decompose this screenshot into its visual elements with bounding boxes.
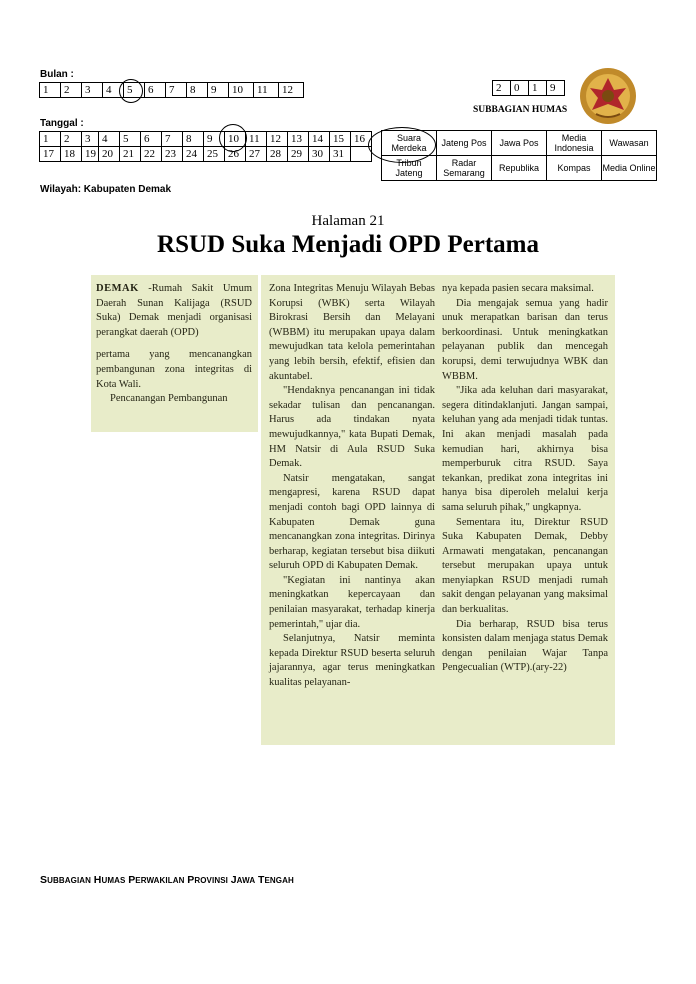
tanggal-cell: 22 (141, 147, 162, 162)
lead-text: -Rumah Sakit Umum Daerah Sunan Kalijaga (RSUD Suka) Demak menjadi organisasi perangkat daerah (OPD) (96, 283, 252, 338)
tanggal-cell: 26 (225, 147, 246, 162)
tanggal-cell: 25 (204, 147, 225, 162)
article-column-3 (442, 282, 608, 676)
tanggal-cell: 31 (330, 147, 351, 162)
tanggal-cell: 13 (288, 132, 309, 147)
column-1-paragraph: pertama yang mencanangkan pembangunan zona integritas di Kota Wali. (96, 349, 252, 390)
bulan-cell: 8 (187, 83, 208, 98)
tanggal-cell: 27 (246, 147, 267, 162)
media-cell: Republika (492, 156, 547, 181)
year-digit-cell: 0 (511, 81, 529, 96)
bulan-cell: 6 (145, 83, 166, 98)
tanggal-cell: 5 (120, 132, 141, 147)
media-cell: Media Indonesia (547, 131, 602, 156)
page-number: Halaman 21 (311, 213, 385, 229)
media-cell: Media Online (602, 156, 657, 181)
tanggal-cell: 14 (309, 132, 330, 147)
tanggal-cell: 20 (99, 147, 120, 162)
tanggal-cell: 29 (288, 147, 309, 162)
column-2-paragraph: Selanjutnya, Natsir meminta kepada Direktur RSUD beserta seluruh jajarannya, agar terus meningkatkan kualitas pelayanan- (269, 633, 435, 689)
selected-date-circle (219, 124, 247, 152)
tanggal-cell: 3 (82, 132, 99, 147)
tanggal-cell: 23 (162, 147, 183, 162)
tanggal-cell: 21 (120, 147, 141, 162)
media-cell: Suara Merdeka (382, 131, 437, 156)
bulan-cell: 4 (103, 83, 124, 98)
bulan-cell: 3 (82, 83, 103, 98)
column-2-paragraph: Natsir mengatakan, sangat mengapresi, karena RSUD dapat menjadi contoh bagi OPD lainnya di Kabupaten Demak guna mencanangkan zona integritas. Dirinya berharap, kegiatan tersebut bisa diikuti seluruh OPD di Kabupaten Demak. (269, 472, 435, 572)
year-digit-cell: 1 (529, 81, 547, 96)
bulan-cell: 5 (124, 83, 145, 98)
column-2-paragraph: Zona Integritas Menuju Wilayah Bebas Korupsi (WBK) serta Wilayah Birokrasi Bersih dan Melayani (WBBM) itu merupakan upaya dalam mewujudkan tata kelola pemerintahan yang lebih bersih, efektif, efisien dan akuntabel. (269, 283, 435, 382)
media-cell: Jateng Pos (437, 131, 492, 156)
media-cell: Jawa Pos (492, 131, 547, 156)
bulan-cell: 10 (229, 83, 254, 98)
footer: SUBBAGIAN HUMAS PERWAKILAN PROVINSI JAWA TENGAH (40, 874, 294, 886)
tanggal-cell: 9 (204, 132, 225, 147)
media-cell: Radar Semarang (437, 156, 492, 181)
lead-paragraph (96, 282, 252, 340)
tanggal-cell: 15 (330, 132, 351, 147)
year-table (492, 80, 565, 96)
tanggal-cell: 12 (267, 132, 288, 147)
selected-month-circle (119, 79, 143, 103)
media-cell: Kompas (547, 156, 602, 181)
tanggal-cell: 16 (351, 132, 372, 147)
bulan-label: Bulan : (40, 69, 74, 80)
tanggal-cell: 2 (61, 132, 82, 147)
tanggal-table (39, 131, 372, 162)
tanggal-cell: 17 (40, 147, 61, 162)
column-2-paragraph: "Kegiatan ini nantinya akan meningkatkan kepercayaan dan penilaian masyarakat, terhadap kinerja pemerintah," ujar dia. (269, 574, 435, 630)
column-3-paragraph: nya kepada pasien secara maksimal. (442, 283, 594, 294)
tanggal-label: Tanggal : (40, 118, 84, 129)
column-3-paragraph: Dia mengajak semua yang hadir unuk merapatkan barisan dan terus berkoordinasi. Untuk meningkatkan pelayanan publik dan mencegah korupsi, demi terwujudnya WBK dan WBBM. (442, 297, 608, 382)
column-1-paragraph: Pencanangan Pembangunan (110, 393, 228, 405)
bulan-cell: 11 (254, 83, 279, 98)
column-3-paragraph: Dia berharap, RSUD bisa terus konsisten dalam menjaga status Demak dengan penilaian Wajar Tanpa Pengecualian (WTP).(ary-22) (442, 618, 608, 674)
bulan-cell: 12 (279, 83, 304, 98)
year-digit-cell: 2 (493, 81, 511, 96)
tanggal-cell: 18 (61, 147, 82, 162)
tanggal-cell: 30 (309, 147, 330, 162)
bulan-cell: 2 (61, 83, 82, 98)
tanggal-cell: 6 (141, 132, 162, 147)
bulan-cell: 9 (208, 83, 229, 98)
garuda-emblem-icon (578, 66, 638, 126)
article-column-1 (96, 282, 252, 407)
tanggal-cell: 28 (267, 147, 288, 162)
wilayah-label: Wilayah: Kabupaten Demak (40, 184, 172, 195)
article-column-2 (269, 282, 435, 691)
tanggal-cell: 10 (225, 132, 246, 147)
dateline: DEMAK (96, 283, 139, 294)
article-title: RSUD Suka Menjadi OPD Pertama (157, 231, 539, 258)
column-2-paragraph: "Hendaknya pencanangan ini tidak sekadar tulisan dan pencanangan. Harus ada tindakan nyata mewujudkannya," kata Bupati Demak, HM Natsir di Aula RSUD Suka Demak. (269, 385, 435, 470)
year-digit-cell: 9 (547, 81, 565, 96)
column-3-paragraph: "Jika ada keluhan dari masyarakat, segera ditindaklanjuti. Jangan sampai, keluhan yang ada menjadi tidak tuntas. Ini akan menjadi masalah pada kemudian hari, akhirnya bisa memperburuk citra RSUD. Saya tekankan, predikat zona integritas ini hanya bisa diperoleh melalui kerja sama seluruh pihak," ungkapnya. (442, 385, 608, 513)
department-label: SUBBAGIAN HUMAS (473, 105, 568, 115)
tanggal-cell: 24 (183, 147, 204, 162)
tanggal-cell: 7 (162, 132, 183, 147)
tanggal-cell: 11 (246, 132, 267, 147)
selected-media-circle (368, 127, 436, 163)
media-cell: Tribun Jateng (382, 156, 437, 181)
column-3-paragraph: Sementara itu, Direktur RSUD Suka Kabupaten Demak, Debby Armawati mengatakan, pencanangan tersebut merupakan upaya untuk menyiapkan RSUD menjadi rumah sakit dengan pelayanan yang maksimal dan berkualitas. (442, 516, 608, 616)
bulan-cell: 7 (166, 83, 187, 98)
media-cell: Wawasan (602, 131, 657, 156)
bulan-cell: 1 (40, 83, 61, 98)
tanggal-cell: 4 (99, 132, 120, 147)
bulan-table (39, 82, 304, 98)
tanggal-cell: 1 (40, 132, 61, 147)
tanggal-cell: 19 (82, 147, 99, 162)
tanggal-cell: 8 (183, 132, 204, 147)
